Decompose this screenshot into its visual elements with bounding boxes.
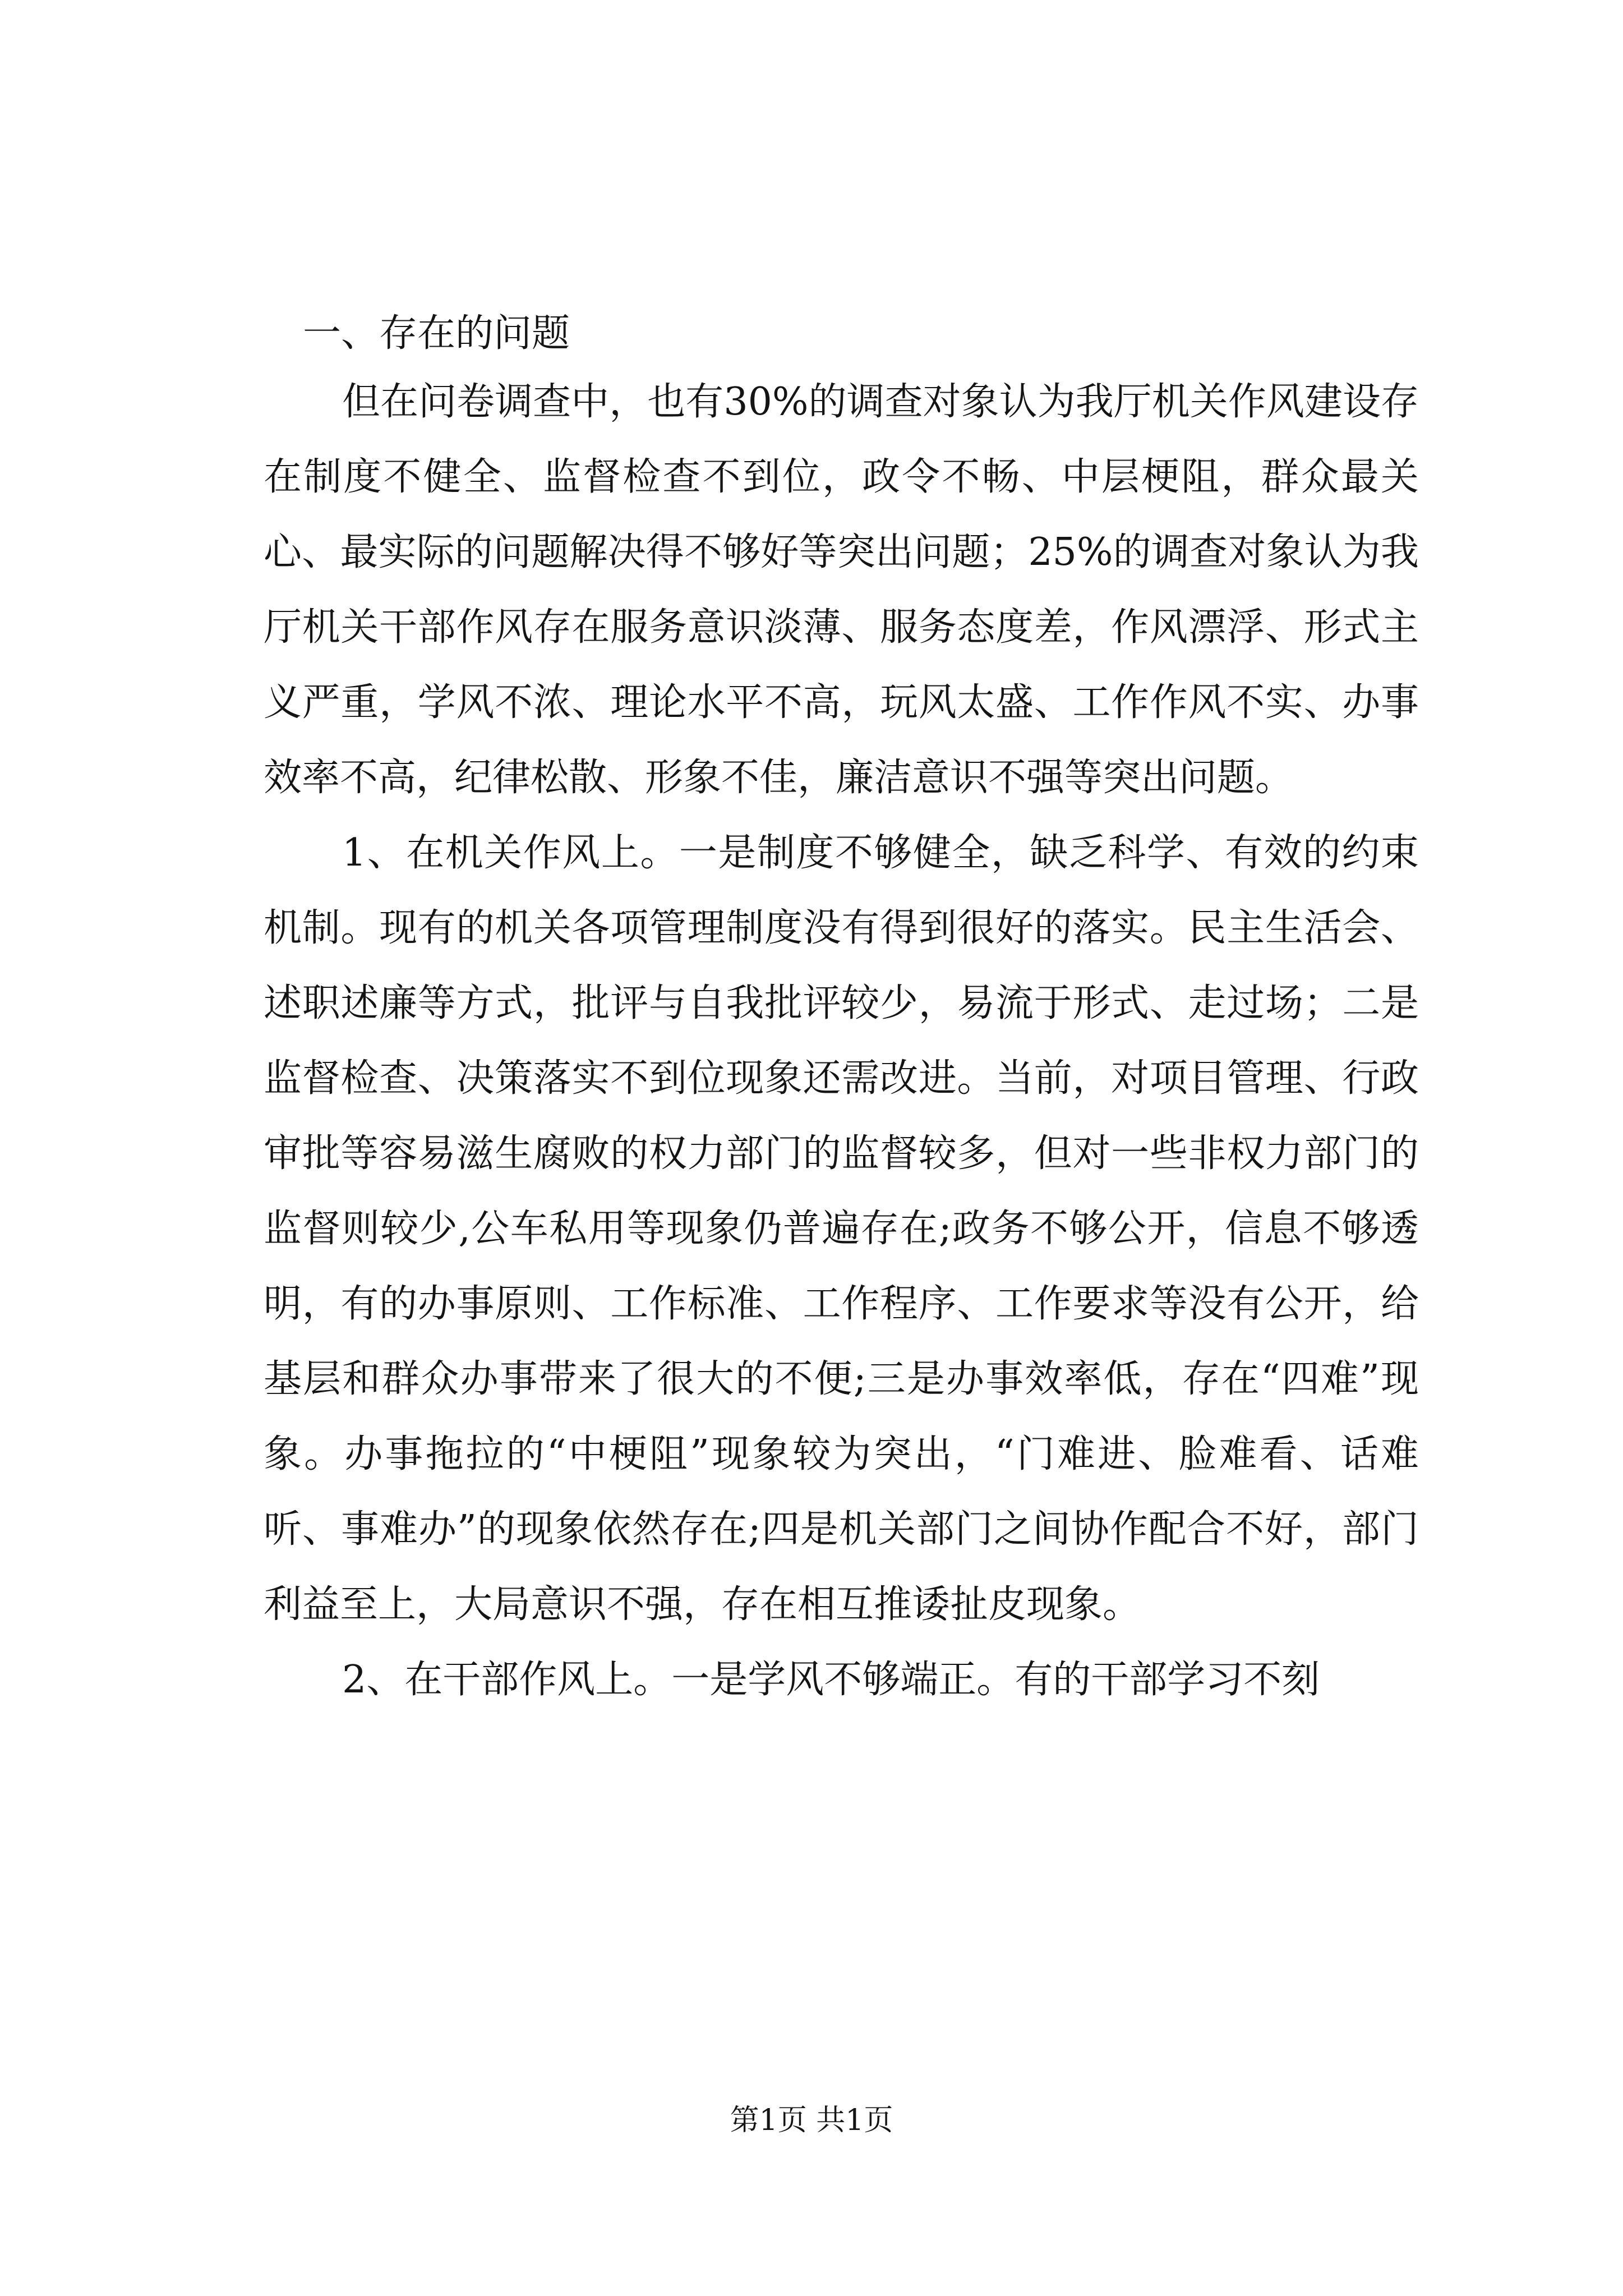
document-body: [264, 303, 1419, 1718]
paragraph-cadre-style: 2、在干部作风上。一是学风不够端正。有的干部学习不刻: [342, 1658, 1320, 1702]
paragraph-intro: 但在问卷调查中，也有30%的调查对象认为我厅机关作风建设存在制度不健全、监督检查不到位，政令不畅、中层梗阻，群众最关心、最实际的问题解决得不够好等突出问题；25%的调查对象认为我厅机关干部作风存在服务意识淡薄、服务态度差，作风漂浮、形式主义严重，学风不浓、理论水平不高，玩风太盛、工作作风不实、办事效率不高，纪律松散、形象不佳，廉洁意识不强等突出问题。: [264, 380, 1419, 800]
page-footer: 第1页 共1页: [730, 2104, 893, 2137]
paragraph-organ-style: 1、在机关作风上。一是制度不够健全，缺乏科学、有效的约束机制。现有的机关各项管理制度没有得到很好的落实。民主生活会、述职述廉等方式，批评与自我批评较少，易流于形式、走过场；二是监督检查、决策落实不到位现象还需改进。当前，对项目管理、行政审批等容易滋生腐败的权力部门的监督较多，但对一些非权力部门的监督则较少,公车私用等现象仍普遍存在;政务不够公开，信息不够透明，有的办事原则、工作标准、工作程序、工作要求等没有公开，给基层和群众办事带来了很大的不便;三是办事效率低，存在“四难”现象。办事拖拉的“中梗阻”现象较为突出，“门难进、脸难看、话难听、事难办”的现象依然存在;四是机关部门之间协作配合不好，部门利益至上，大局意识不强，存在相互推诿扯皮现象。: [264, 831, 1419, 1627]
section-heading: 一、存在的问题: [303, 311, 570, 356]
